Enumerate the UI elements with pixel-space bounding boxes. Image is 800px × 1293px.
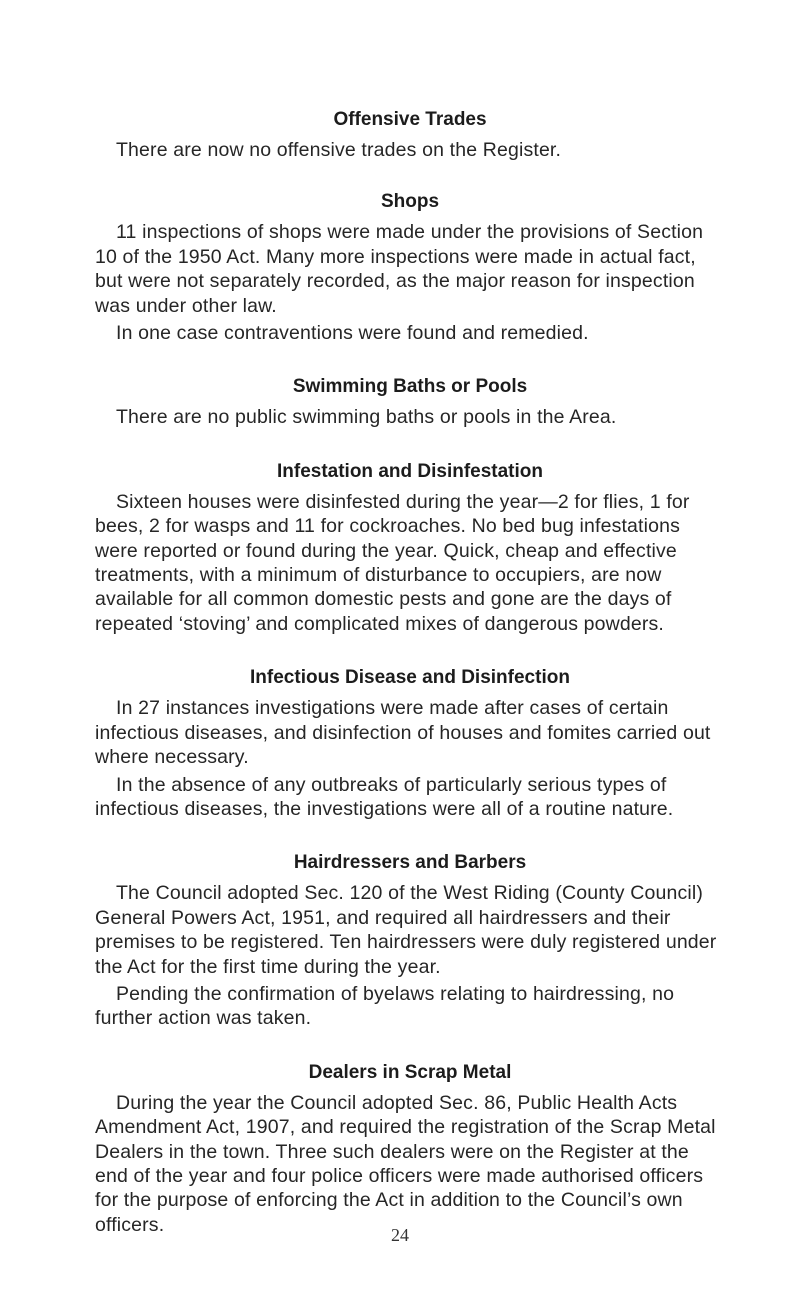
section-heading: Shops	[380, 191, 440, 213]
section-infestation	[95, 460, 725, 636]
section-paragraph: The Council adopted Sec. 120 of the West Riding (County Council) General Powers Act, 1951, and required all hairdressers and their premises to be registered. Ten hairdressers were duly registered under the Act for the first time during the year.	[95, 882, 717, 978]
section-heading: Infectious Disease and Disinfection	[250, 667, 570, 689]
section-paragraph: Sixteen houses were disinfested during the year—2 for flies, 1 for bees, 2 for wasps and 11 for cockroaches. No bed bug infestations were reported or found during the year. Quick, cheap and effective treatments, with a minimum of disturbance to occupiers, are now available for all common domestic pests and gone are the days of repeated ‘stoving’ and complicated mixes of dangerous powders.	[95, 490, 690, 635]
section-paragraph: Pending the confirmation of byelaws relating to hairdressing, no further action was taken.	[95, 982, 675, 1030]
section-heading: Dealers in Scrap Metal	[308, 1061, 512, 1083]
section-paragraph: In the absence of any outbreaks of particularly serious types of infectious diseases, the investigations were all of a routine nature.	[95, 773, 674, 820]
section-heading: Hairdressers and Barbers	[293, 852, 527, 874]
section-paragraph: In 27 instances investigations were made after cases of certain infectious diseases, and disinfection of houses and fomites carried out where necessary.	[95, 697, 711, 769]
section-swimming-baths	[95, 375, 725, 429]
section-heading: Offensive Trades	[333, 109, 487, 130]
section-paragraph: There are now no offensive trades on the Register.	[116, 139, 562, 161]
section-paragraph: During the year the Council adopted Sec. 86, Public Health Acts Amendment Act, 1907, and required the registration of the Scrap Metal Dealers in the town. Three such dealers were on the Register at the end of the year and four police officers were made authorised officers for the purpose of enforcing the Act in addition to the Council’s own officers.	[95, 1091, 716, 1236]
section-offensive-trades	[95, 108, 725, 162]
section-heading: Swimming Baths or Pools	[292, 376, 528, 398]
section-paragraph: There are no public swimming baths or pools in the Area.	[116, 406, 617, 429]
document-page	[95, 108, 725, 1237]
page-number: 24	[391, 1225, 409, 1245]
section-heading: Infestation and Disinfestation	[276, 460, 544, 482]
section-scrap-metal	[95, 1061, 725, 1237]
section-infectious-disease	[95, 666, 725, 821]
section-paragraph: In one case contraventions were found and remedied.	[116, 322, 589, 345]
section-shops	[95, 190, 725, 345]
section-paragraph: 11 inspections of shops were made under the provisions of Section 10 of the 1950 Act. Many more inspections were made in actual fact, but were not separately recorded, as the major reason for inspection was under other law.	[95, 221, 704, 317]
section-hairdressers	[95, 851, 725, 1030]
